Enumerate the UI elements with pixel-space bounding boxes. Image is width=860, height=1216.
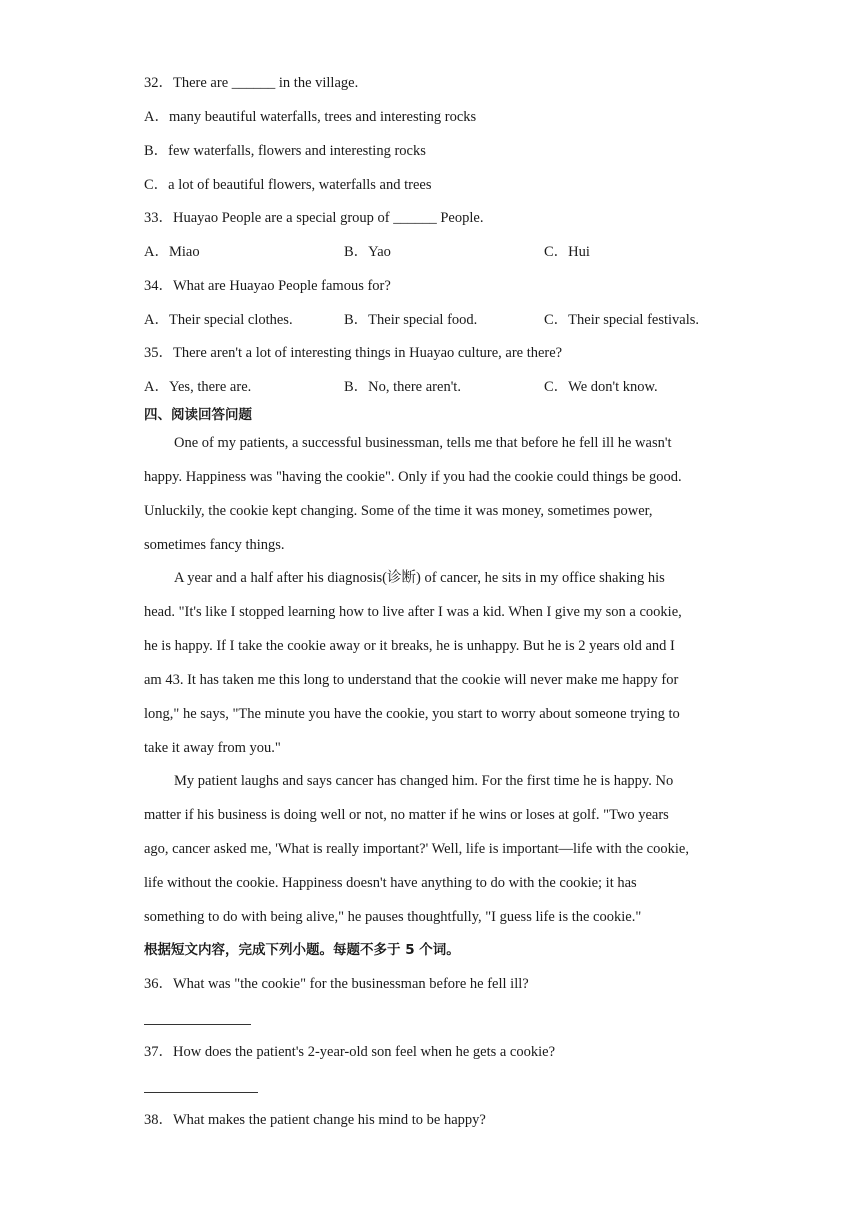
question-36-stem: 36．What was "the cookie" for the businessman before he fell ill? [144,976,529,992]
question-32-option-b: B．few waterfalls, flowers and interesting rocks [144,143,426,159]
question-35-stem: 35．There aren't a lot of interesting things in Huayao culture, are there? [144,345,563,361]
question-33-stem: 33．Huayao People are a special group of ______ People. [144,210,484,226]
question-34-option-c: C．Their special festivals. [544,312,700,328]
passage-p3-line: My patient laughs and says cancer has changed him. For the first time he is happy. No [174,773,674,789]
question-33-option-c: C．Hui [544,244,590,260]
question-35-option-a: A．Yes, there are. [144,379,252,395]
passage-p1-line: happy. Happiness was "having the cookie". Only if you had the cookie could things be good. [144,469,682,485]
passage-p3-line: matter if his business is doing well or not, no matter if he wins or loses at golf. "Two years [144,807,669,823]
instructions: 根据短文内容，完成下列小题。每题不多于 5 个词。 [144,942,460,958]
question-33-option-a: A．Miao [144,244,200,260]
question-32-option-c: C．a lot of beautiful flowers, waterfalls and trees [144,177,432,193]
question-38-stem: 38．What makes the patient change his mind to be happy? [144,1112,486,1128]
passage-p3-line: something to do with being alive," he pauses thoughtfully, "I guess life is the cookie." [144,909,642,925]
question-34-option-a: A．Their special clothes. [144,312,293,328]
question-32-stem: 32．There are ______ in the village. [144,75,359,91]
question-32-option-a: A．many beautiful waterfalls, trees and interesting rocks [144,109,477,125]
question-35-option-c: C．We don't know. [544,379,658,395]
passage-p1-line: One of my patients, a successful businessman, tells me that before he fell ill he wasn't [174,435,672,451]
passage-p2-line: head. "It's like I stopped learning how to live after I was a kid. When I give my son a cookie, [144,604,682,620]
passage-p2-line: he is happy. If I take the cookie away or it breaks, he is unhappy. But he is 2 years old and I [144,638,675,654]
question-34-stem: 34．What are Huayao People famous for? [144,278,391,294]
passage-p2-line: long," he says, "The minute you have the cookie, you start to worry about someone trying to [144,706,680,722]
passage-p1-line: Unluckily, the cookie kept changing. Some of the time it was money, sometimes power, [144,503,653,519]
passage-p1-line: sometimes fancy things. [144,537,285,553]
question-37-stem: 37．How does the patient's 2-year-old son feel when he gets a cookie? [144,1044,556,1060]
question-37-answer-blank[interactable] [144,1092,258,1093]
section-title: 四、阅读回答问题 [144,407,252,423]
question-33-option-b: B．Yao [344,244,391,260]
passage-p2-line: take it away from you." [144,740,281,756]
passage-p2-line: A year and a half after his diagnosis(诊断) of cancer, he sits in my office shaking his [174,570,665,586]
passage-p3-line: ago, cancer asked me, 'What is really important?' Well, life is important—life with the cookie, [144,841,689,857]
question-35-option-b: B．No, there aren't. [344,379,461,395]
passage-p2-line: am 43. It has taken me this long to understand that the cookie will never make me happy for [144,672,679,688]
passage-p3-line: life without the cookie. Happiness doesn't have anything to do with the cookie; it has [144,875,637,891]
question-34-option-b: B．Their special food. [344,312,478,328]
question-36-answer-blank[interactable] [144,1024,251,1025]
